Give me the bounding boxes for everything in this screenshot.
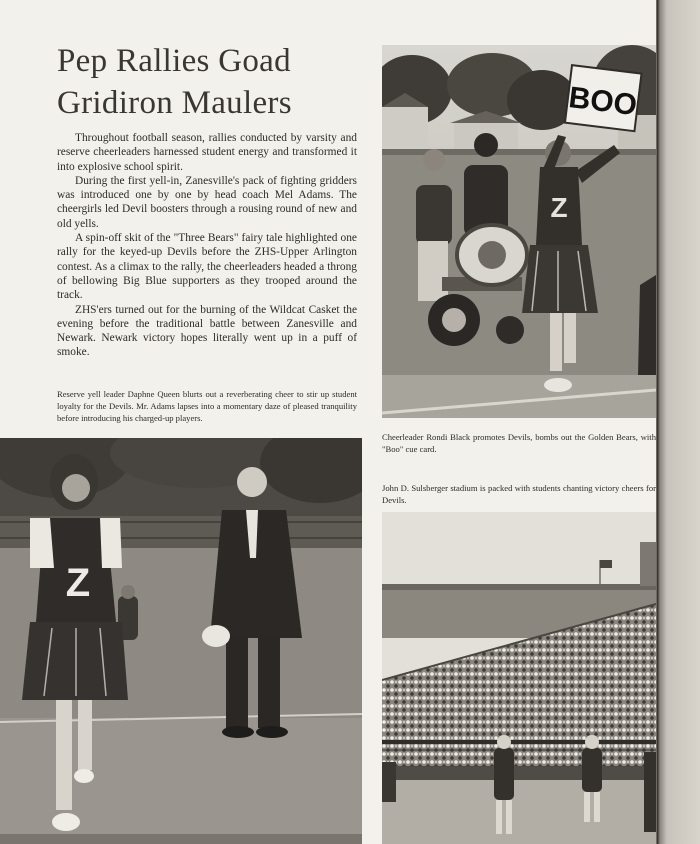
sweater-letter-z: Z [550, 192, 568, 223]
article-paragraph: ZHS'ers turned out for the burning of the Wildcat Casket the evening before the traditional battle between Zanesville and Newark. Newark victory hopes literally went up in a puff of smoke. [57, 303, 357, 359]
boo-cue-card: BOO [566, 81, 639, 123]
adjacent-page-edge [657, 0, 700, 844]
article-title: Pep Rallies Goad Gridiron Maulers [57, 43, 292, 121]
photo-cheerleader-boo-card [382, 45, 656, 418]
photo-stadium-crowd [382, 512, 656, 844]
article-body [57, 131, 357, 360]
article-paragraph: Throughout football season, rallies conducted by varsity and reserve cheerleaders harnessed student energy and transformed it into explosive school spirit. [57, 132, 357, 173]
photo-yell-leader-and-coach [0, 438, 362, 844]
article-paragraph: A spin-off skit of the "Three Bears" fairy tale highlighted one rally for the keyed-up Devils before the ZHS-Upper Arlington contest. As a climax to the rally, the cheerleaders headed a throng of bellowing Big Blue supporters as they trooped around the track. [57, 232, 357, 302]
caption-cue-card: Cheerleader Rondi Black promotes Devils, bombs out the Golden Bears, with "Boo" cue card. [382, 432, 656, 454]
caption-stadium: John D. Sulsberger stadium is packed with students chanting victory cheers for Devils. [382, 483, 656, 505]
article-paragraph: During the first yell-in, Zanesville's pack of fighting gridders was introduced one by one by head coach Mel Adams. The cheergirls led Devil boosters through a rousing round of new and old yells. [57, 174, 357, 230]
caption-yell-leader: Reserve yell leader Daphne Queen blurts out a reverberating cheer to stir up student loyalty for the Devils. Mr. Adams lapses into a momentary daze of pleased tranquility before introducing his charged-up players. [57, 389, 357, 423]
sweater-letter-z: Z [65, 561, 91, 605]
